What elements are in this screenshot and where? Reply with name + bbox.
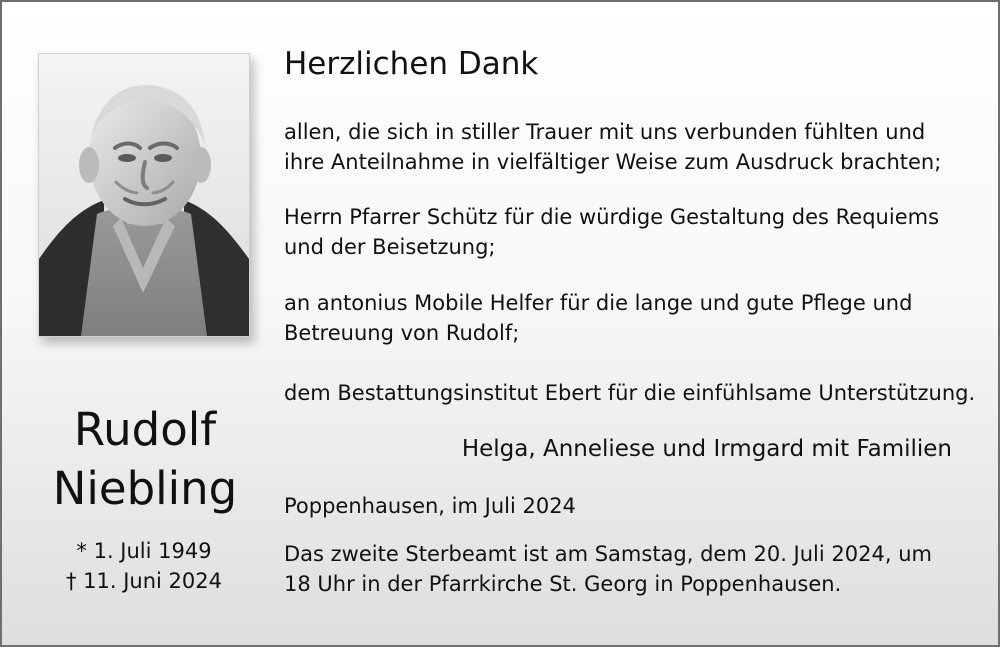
- paragraph-3-line-2: Betreuung von Rudolf;: [284, 321, 520, 345]
- portrait-photo: [38, 53, 250, 337]
- portrait-photo-icon: [39, 54, 249, 336]
- birth-date: * 1. Juli 1949: [76, 539, 212, 563]
- thank-you-paragraph-1: [284, 117, 941, 177]
- death-date: † 11. Juni 2024: [65, 569, 222, 593]
- paragraph-2-line-2: und der Beisetzung;: [284, 235, 496, 259]
- service-line-2: 18 Uhr in der Pfarrkirche St. Georg in Poppenhausen.: [284, 572, 842, 596]
- thank-you-heading: Herzlichen Dank: [284, 46, 539, 82]
- paragraph-3-line-1: an antonius Mobile Helfer für die lange und gute Pflege und: [284, 291, 913, 315]
- memorial-service-notice: [284, 539, 932, 599]
- deceased-first-name: Rudolf: [73, 403, 217, 456]
- thank-you-paragraph-3: [284, 288, 912, 348]
- service-line-1: Das zweite Sterbeamt ist am Samstag, dem 20. Juli 2024, um: [284, 542, 932, 566]
- paragraph-2-line-1: Herrn Pfarrer Schütz für die würdige Gestaltung des Requiems: [284, 205, 940, 229]
- paragraph-4-line-1: dem Bestattungsinstitut Ebert für die einfühlsame Unterstützung.: [284, 381, 976, 405]
- family-signature: Helga, Anneliese und Irmgard mit Familien: [461, 436, 952, 462]
- thank-you-paragraph-2: [284, 202, 939, 262]
- paragraph-1-line-2: ihre Anteilnahme in vielfältiger Weise zum Ausdruck brachten;: [284, 150, 942, 174]
- thank-you-paragraph-4: [284, 378, 975, 408]
- place-date: Poppenhausen, im Juli 2024: [284, 494, 576, 518]
- deceased-last-name: Niebling: [52, 462, 238, 515]
- paragraph-1-line-1: allen, die sich in stiller Trauer mit uns verbunden fühlten und: [284, 120, 926, 144]
